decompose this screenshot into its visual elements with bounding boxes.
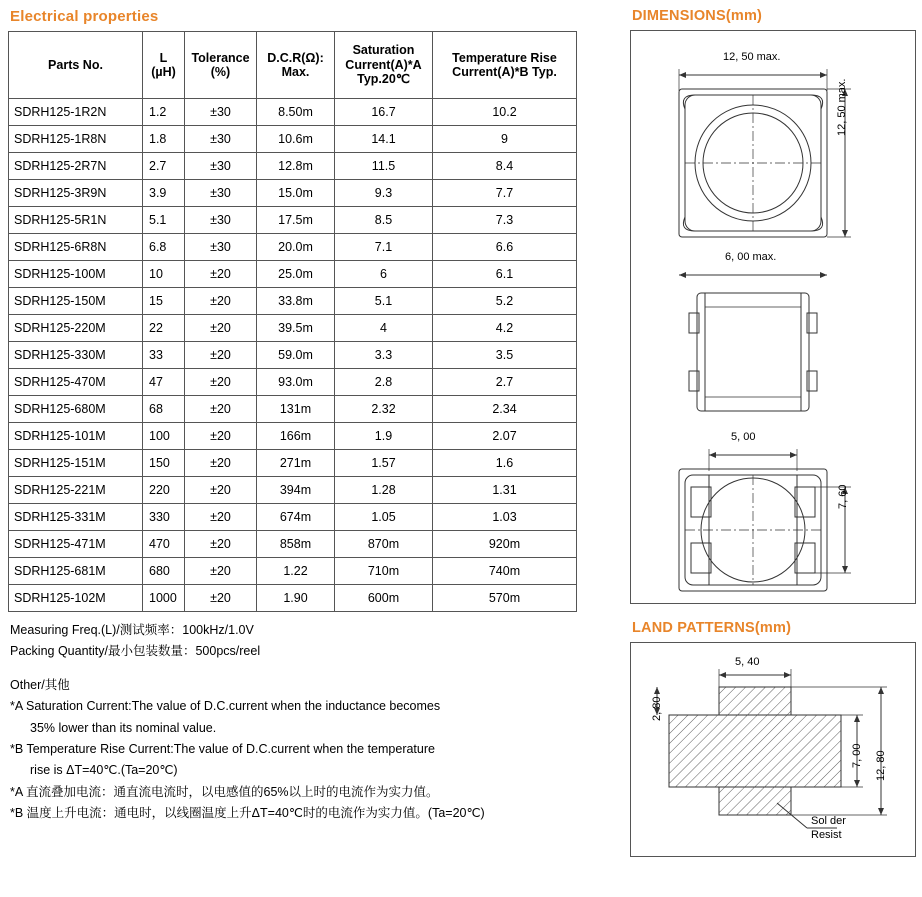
cell-part-no: SDRH125-220M: [9, 315, 143, 342]
column-header-inductance: [143, 32, 185, 99]
table-row: [9, 207, 577, 234]
cell-inductance: 6.8: [143, 234, 185, 261]
cell-saturation-current: 2.8: [335, 369, 433, 396]
notes-block: [8, 621, 608, 823]
cell-saturation-current: 870m: [335, 531, 433, 558]
cell-tolerance: ±30: [185, 126, 257, 153]
cell-inductance: 3.9: [143, 180, 185, 207]
electrical-properties-section: [8, 8, 608, 825]
cell-dcr: 166m: [257, 423, 335, 450]
table-row: [9, 585, 577, 612]
table-row: [9, 477, 577, 504]
note-b-chinese: *B 温度上升电流：通电时，以线圈温度上升ΔT=40℃时的电流作为实力值。(Ta=20℃): [10, 806, 485, 820]
column-header-dcr-line2: Max.: [281, 65, 310, 79]
cell-temperature-rise-current: 2.07: [433, 423, 577, 450]
cell-inductance: 33: [143, 342, 185, 369]
cell-inductance: 1000: [143, 585, 185, 612]
cell-saturation-current: 600m: [335, 585, 433, 612]
cell-temperature-rise-current: 1.6: [433, 450, 577, 477]
cell-temperature-rise-current: 1.31: [433, 477, 577, 504]
cell-dcr: 394m: [257, 477, 335, 504]
cell-inductance: 680: [143, 558, 185, 585]
cell-saturation-current: 1.05: [335, 504, 433, 531]
column-header-temp-line1: Temperature Rise: [452, 50, 557, 65]
column-header-saturation-line3: Typ.20℃: [357, 72, 410, 87]
cell-saturation-current: 3.3: [335, 342, 433, 369]
column-header-saturation-current: [335, 32, 433, 99]
dim-top-height-label: 12, 50 max.: [836, 78, 848, 136]
cell-temperature-rise-current: 570m: [433, 585, 577, 612]
land-solder-resist-line2: Resist: [811, 829, 842, 841]
cell-tolerance: ±20: [185, 585, 257, 612]
table-row: [9, 423, 577, 450]
column-header-temperature-rise-current: [433, 32, 577, 99]
table-row: [9, 288, 577, 315]
land-total-height-label: 12, 80: [875, 750, 887, 781]
land-width-label: 5, 40: [735, 656, 760, 668]
cell-temperature-rise-current: 4.2: [433, 315, 577, 342]
note-a-chinese: *A 直流叠加电流：通直流电流时，以电感值的65%以上时的电流作为实力值。: [10, 784, 439, 799]
cell-part-no: SDRH125-470M: [9, 369, 143, 396]
note-a-line1: *A Saturation Current:The value of D.C.current when the inductance becomes: [10, 699, 441, 714]
cell-tolerance: ±20: [185, 531, 257, 558]
cell-saturation-current: 4: [335, 315, 433, 342]
cell-temperature-rise-current: 920m: [433, 531, 577, 558]
land-patterns-title: LAND PATTERNS(mm): [632, 620, 792, 636]
page-title: Electrical properties: [10, 8, 159, 25]
drawings-column: [630, 8, 916, 857]
table-row: [9, 369, 577, 396]
cell-dcr: 93.0m: [257, 369, 335, 396]
cell-part-no: SDRH125-1R2N: [9, 99, 143, 126]
cell-dcr: 39.5m: [257, 315, 335, 342]
dim-bottom-height-label: 7, 60: [837, 484, 849, 509]
cell-dcr: 15.0m: [257, 180, 335, 207]
cell-saturation-current: 16.7: [335, 99, 433, 126]
table-row: [9, 342, 577, 369]
cell-temperature-rise-current: 6.6: [433, 234, 577, 261]
land-patterns-drawing: [631, 643, 915, 854]
land-inner-height-label: 7, 00: [851, 743, 863, 768]
cell-tolerance: ±30: [185, 99, 257, 126]
table-row: [9, 180, 577, 207]
cell-dcr: 8.50m: [257, 99, 335, 126]
cell-part-no: SDRH125-5R1N: [9, 207, 143, 234]
cell-tolerance: ±30: [185, 234, 257, 261]
table-row: [9, 126, 577, 153]
cell-part-no: SDRH125-221M: [9, 477, 143, 504]
cell-part-no: SDRH125-6R8N: [9, 234, 143, 261]
note-b-line1: *B Temperature Rise Current:The value of D.C.current when the temperature: [10, 741, 435, 756]
cell-inductance: 1.8: [143, 126, 185, 153]
cell-saturation-current: 5.1: [335, 288, 433, 315]
cell-saturation-current: 14.1: [335, 126, 433, 153]
cell-tolerance: ±20: [185, 315, 257, 342]
cell-saturation-current: 1.57: [335, 450, 433, 477]
cell-tolerance: ±20: [185, 558, 257, 585]
table-header-row: [9, 32, 577, 99]
cell-temperature-rise-current: 740m: [433, 558, 577, 585]
cell-part-no: SDRH125-101M: [9, 423, 143, 450]
table-row: [9, 234, 577, 261]
cell-part-no: SDRH125-3R9N: [9, 180, 143, 207]
note-b-line2: rise is ΔT=40℃.(Ta=20℃): [30, 763, 178, 778]
dim-side-height-label: 6, 00 max.: [725, 251, 777, 263]
table-body: [9, 99, 577, 612]
cell-temperature-rise-current: 10.2: [433, 99, 577, 126]
cell-inductance: 15: [143, 288, 185, 315]
cell-part-no: SDRH125-2R7N: [9, 153, 143, 180]
cell-temperature-rise-current: 5.2: [433, 288, 577, 315]
column-header-dcr: [257, 32, 335, 99]
cell-part-no: SDRH125-471M: [9, 531, 143, 558]
cell-tolerance: ±30: [185, 207, 257, 234]
note-measuring-freq: Measuring Freq.(L)/测试频率：100kHz/1.0V: [10, 623, 254, 637]
cell-tolerance: ±20: [185, 450, 257, 477]
cell-inductance: 68: [143, 396, 185, 423]
cell-part-no: SDRH125-681M: [9, 558, 143, 585]
cell-temperature-rise-current: 9: [433, 126, 577, 153]
cell-temperature-rise-current: 8.4: [433, 153, 577, 180]
cell-part-no: SDRH125-150M: [9, 288, 143, 315]
cell-dcr: 1.22: [257, 558, 335, 585]
cell-inductance: 10: [143, 261, 185, 288]
cell-temperature-rise-current: 7.3: [433, 207, 577, 234]
column-header-dcr-line1: D.C.R(Ω):: [267, 50, 324, 65]
table-row: [9, 99, 577, 126]
note-a-line2: 35% lower than its nominal value.: [30, 720, 217, 735]
cell-tolerance: ±20: [185, 342, 257, 369]
column-header-inductance-line2: (µH): [151, 65, 176, 79]
cell-saturation-current: 9.3: [335, 180, 433, 207]
land-solder-resist-line1: Sol der: [811, 815, 846, 827]
land-pad-height-label: 2, 80: [651, 696, 663, 721]
cell-temperature-rise-current: 2.7: [433, 369, 577, 396]
column-header-tolerance-line2: (%): [210, 65, 231, 79]
cell-inductance: 2.7: [143, 153, 185, 180]
dimensions-title: DIMENSIONS(mm): [632, 8, 763, 24]
cell-tolerance: ±20: [185, 396, 257, 423]
cell-saturation-current: 710m: [335, 558, 433, 585]
cell-tolerance: ±20: [185, 477, 257, 504]
cell-dcr: 59.0m: [257, 342, 335, 369]
cell-saturation-current: 8.5: [335, 207, 433, 234]
table-row: [9, 315, 577, 342]
cell-saturation-current: 2.32: [335, 396, 433, 423]
table-row: [9, 396, 577, 423]
cell-dcr: 17.5m: [257, 207, 335, 234]
cell-tolerance: ±20: [185, 288, 257, 315]
cell-dcr: 271m: [257, 450, 335, 477]
column-header-part-no: Parts No.: [9, 32, 143, 99]
cell-saturation-current: 1.28: [335, 477, 433, 504]
cell-tolerance: ±20: [185, 261, 257, 288]
note-other-heading: Other/其他: [10, 677, 70, 692]
electrical-properties-table: [8, 31, 577, 612]
cell-inductance: 22: [143, 315, 185, 342]
cell-dcr: 858m: [257, 531, 335, 558]
table-row: [9, 531, 577, 558]
column-header-tolerance-line1: Tolerance: [191, 50, 250, 65]
cell-inductance: 470: [143, 531, 185, 558]
column-header-inductance-line1: L: [159, 50, 168, 65]
cell-part-no: SDRH125-100M: [9, 261, 143, 288]
cell-inductance: 100: [143, 423, 185, 450]
cell-temperature-rise-current: 1.03: [433, 504, 577, 531]
cell-dcr: 131m: [257, 396, 335, 423]
cell-tolerance: ±30: [185, 180, 257, 207]
cell-dcr: 33.8m: [257, 288, 335, 315]
table-row: [9, 261, 577, 288]
cell-part-no: SDRH125-151M: [9, 450, 143, 477]
cell-inductance: 150: [143, 450, 185, 477]
table-row: [9, 450, 577, 477]
column-header-saturation-line2: Current(A)*A: [345, 57, 422, 72]
cell-tolerance: ±20: [185, 369, 257, 396]
cell-inductance: 330: [143, 504, 185, 531]
cell-temperature-rise-current: 6.1: [433, 261, 577, 288]
table-row: [9, 153, 577, 180]
cell-tolerance: ±20: [185, 423, 257, 450]
cell-tolerance: ±20: [185, 504, 257, 531]
dim-top-width-label: 12, 50 max.: [723, 51, 781, 63]
cell-dcr: 1.90: [257, 585, 335, 612]
cell-saturation-current: 6: [335, 261, 433, 288]
cell-inductance: 220: [143, 477, 185, 504]
table-row: [9, 558, 577, 585]
cell-saturation-current: 1.9: [335, 423, 433, 450]
cell-dcr: 20.0m: [257, 234, 335, 261]
cell-temperature-rise-current: 2.34: [433, 396, 577, 423]
table-row: [9, 504, 577, 531]
cell-tolerance: ±30: [185, 153, 257, 180]
column-header-tolerance: [185, 32, 257, 99]
dimensions-panel: [630, 30, 916, 604]
cell-dcr: 12.8m: [257, 153, 335, 180]
cell-dcr: 25.0m: [257, 261, 335, 288]
land-patterns-panel: [630, 642, 916, 857]
cell-inductance: 5.1: [143, 207, 185, 234]
cell-inductance: 1.2: [143, 99, 185, 126]
cell-part-no: SDRH125-680M: [9, 396, 143, 423]
cell-part-no: SDRH125-102M: [9, 585, 143, 612]
cell-part-no: SDRH125-331M: [9, 504, 143, 531]
cell-part-no: SDRH125-1R8N: [9, 126, 143, 153]
column-header-temp-line2: Current(A)*B Typ.: [452, 65, 557, 79]
note-packing-quantity: Packing Quantity/最小包装数量：500pcs/reel: [10, 644, 261, 659]
column-header-saturation-line1: Saturation: [352, 43, 415, 58]
cell-saturation-current: 7.1: [335, 234, 433, 261]
cell-temperature-rise-current: 3.5: [433, 342, 577, 369]
dimensions-drawing: [631, 31, 915, 601]
cell-dcr: 10.6m: [257, 126, 335, 153]
cell-inductance: 47: [143, 369, 185, 396]
cell-saturation-current: 11.5: [335, 153, 433, 180]
cell-temperature-rise-current: 7.7: [433, 180, 577, 207]
dim-bottom-width-label: 5, 00: [731, 431, 756, 443]
cell-dcr: 674m: [257, 504, 335, 531]
cell-part-no: SDRH125-330M: [9, 342, 143, 369]
